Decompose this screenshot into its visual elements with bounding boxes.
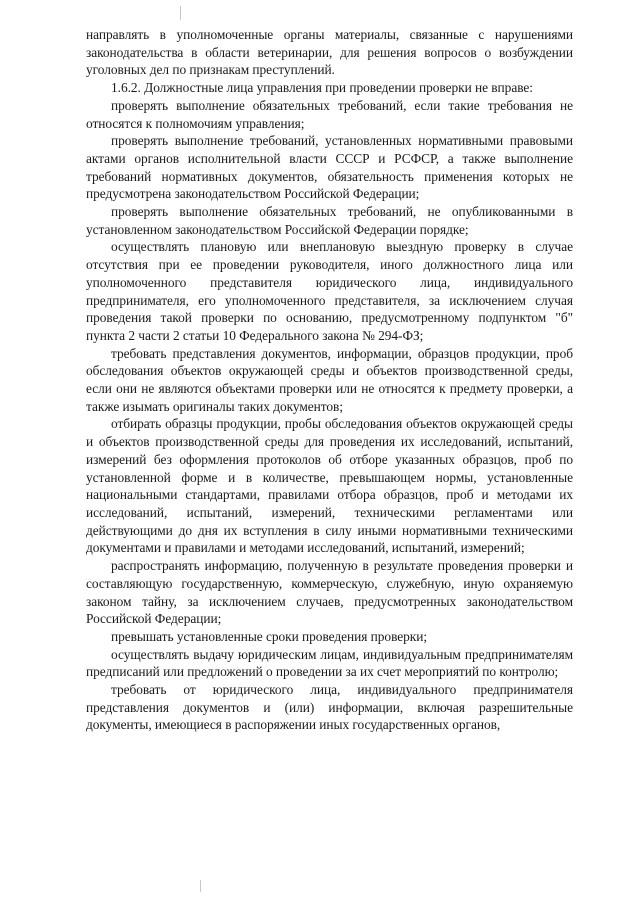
paragraph-10: превышать установленные сроки проведения проверки; (111, 628, 428, 644)
paragraph-8: отбирать образцы продукции, пробы обследования объектов окружающей среды и объектов производственной среды для проведения их исследований, испытаний, измерений без оформления протоколов об отборе указанных образцов, проб по установленной форме и в количестве, превышающем нормы, установленные национальными стандартами, правилами отбора образцов, проб и методами их исследований, испытаний, измерений, техническими регламентами или действующими до дня их вступления в силу иными нормативными техническими документами и правилами и методами исследований, испытаний, измерений; (86, 416, 573, 556)
paragraph-9: распространять информацию, полученную в результате проведения проверки и составляющую государственную, коммерческую, служебную, иную охраняемую законом тайну, за исключением случаев, предусмотренных законодательством Российской Федерации; (86, 558, 573, 627)
paragraph-11: осуществлять выдачу юридическим лицам, индивидуальным предпринимателям предписаний или предложений о проведении за их счет мероприятий по контролю; (86, 646, 573, 680)
paragraph-12: требовать от юридического лица, индивидуального предпринимателя представления документов и (или) информации, включая разрешительные документы, имеющиеся в распоряжении иных государственных органов, (86, 682, 573, 733)
paragraph-2: 1.6.2. Должностные лица управления при проведении проверки не вправе: (111, 80, 533, 96)
paragraph-5: проверять выполнение обязательных требований, не опубликованными в установленном законодательством Российской Федерации порядке; (86, 204, 573, 237)
scan-artifact-bottom (200, 880, 201, 892)
document-body (86, 26, 573, 734)
paragraph-4: проверять выполнение требований, установленных нормативными правовыми актами органов исполнительной власти СССР и РСФСР, а также выполнение требований нормативных документов, обязательность применения которых не предусмотрена законодательством Российской Федерации; (86, 133, 573, 202)
paragraph-3: проверять выполнение обязательных требований, если такие требования не относятся к полномочиям управления; (86, 97, 573, 131)
scan-artifact-top (180, 6, 181, 20)
paragraph-6: осуществлять плановую или внеплановую выездную проверку в случае отсутствия при ее проведении руководителя, иного должностного лица или уполномоченного представителя юридического лица, индивидуального предпринимателя, его уполномоченного представителя, за исключением случая проведения такой проверки по основанию, предусмотренному подпунктом "б" пункта 2 части 2 статьи 10 Федерального закона № 294-ФЗ; (86, 239, 573, 343)
paragraph-1: направлять в уполномоченные органы материалы, связанные с нарушениями законодательства в области ветеринарии, для решения вопросов о возбуждении уголовных дел по признакам преступлений. (86, 27, 573, 78)
paragraph-7: требовать представления документов, информации, образцов продукции, проб обследования объектов окружающей среды и объектов производственной среды, если они не являются объектами проверки или не относятся к предмету проверки, а также изымать оригиналы таких документов; (86, 345, 573, 414)
